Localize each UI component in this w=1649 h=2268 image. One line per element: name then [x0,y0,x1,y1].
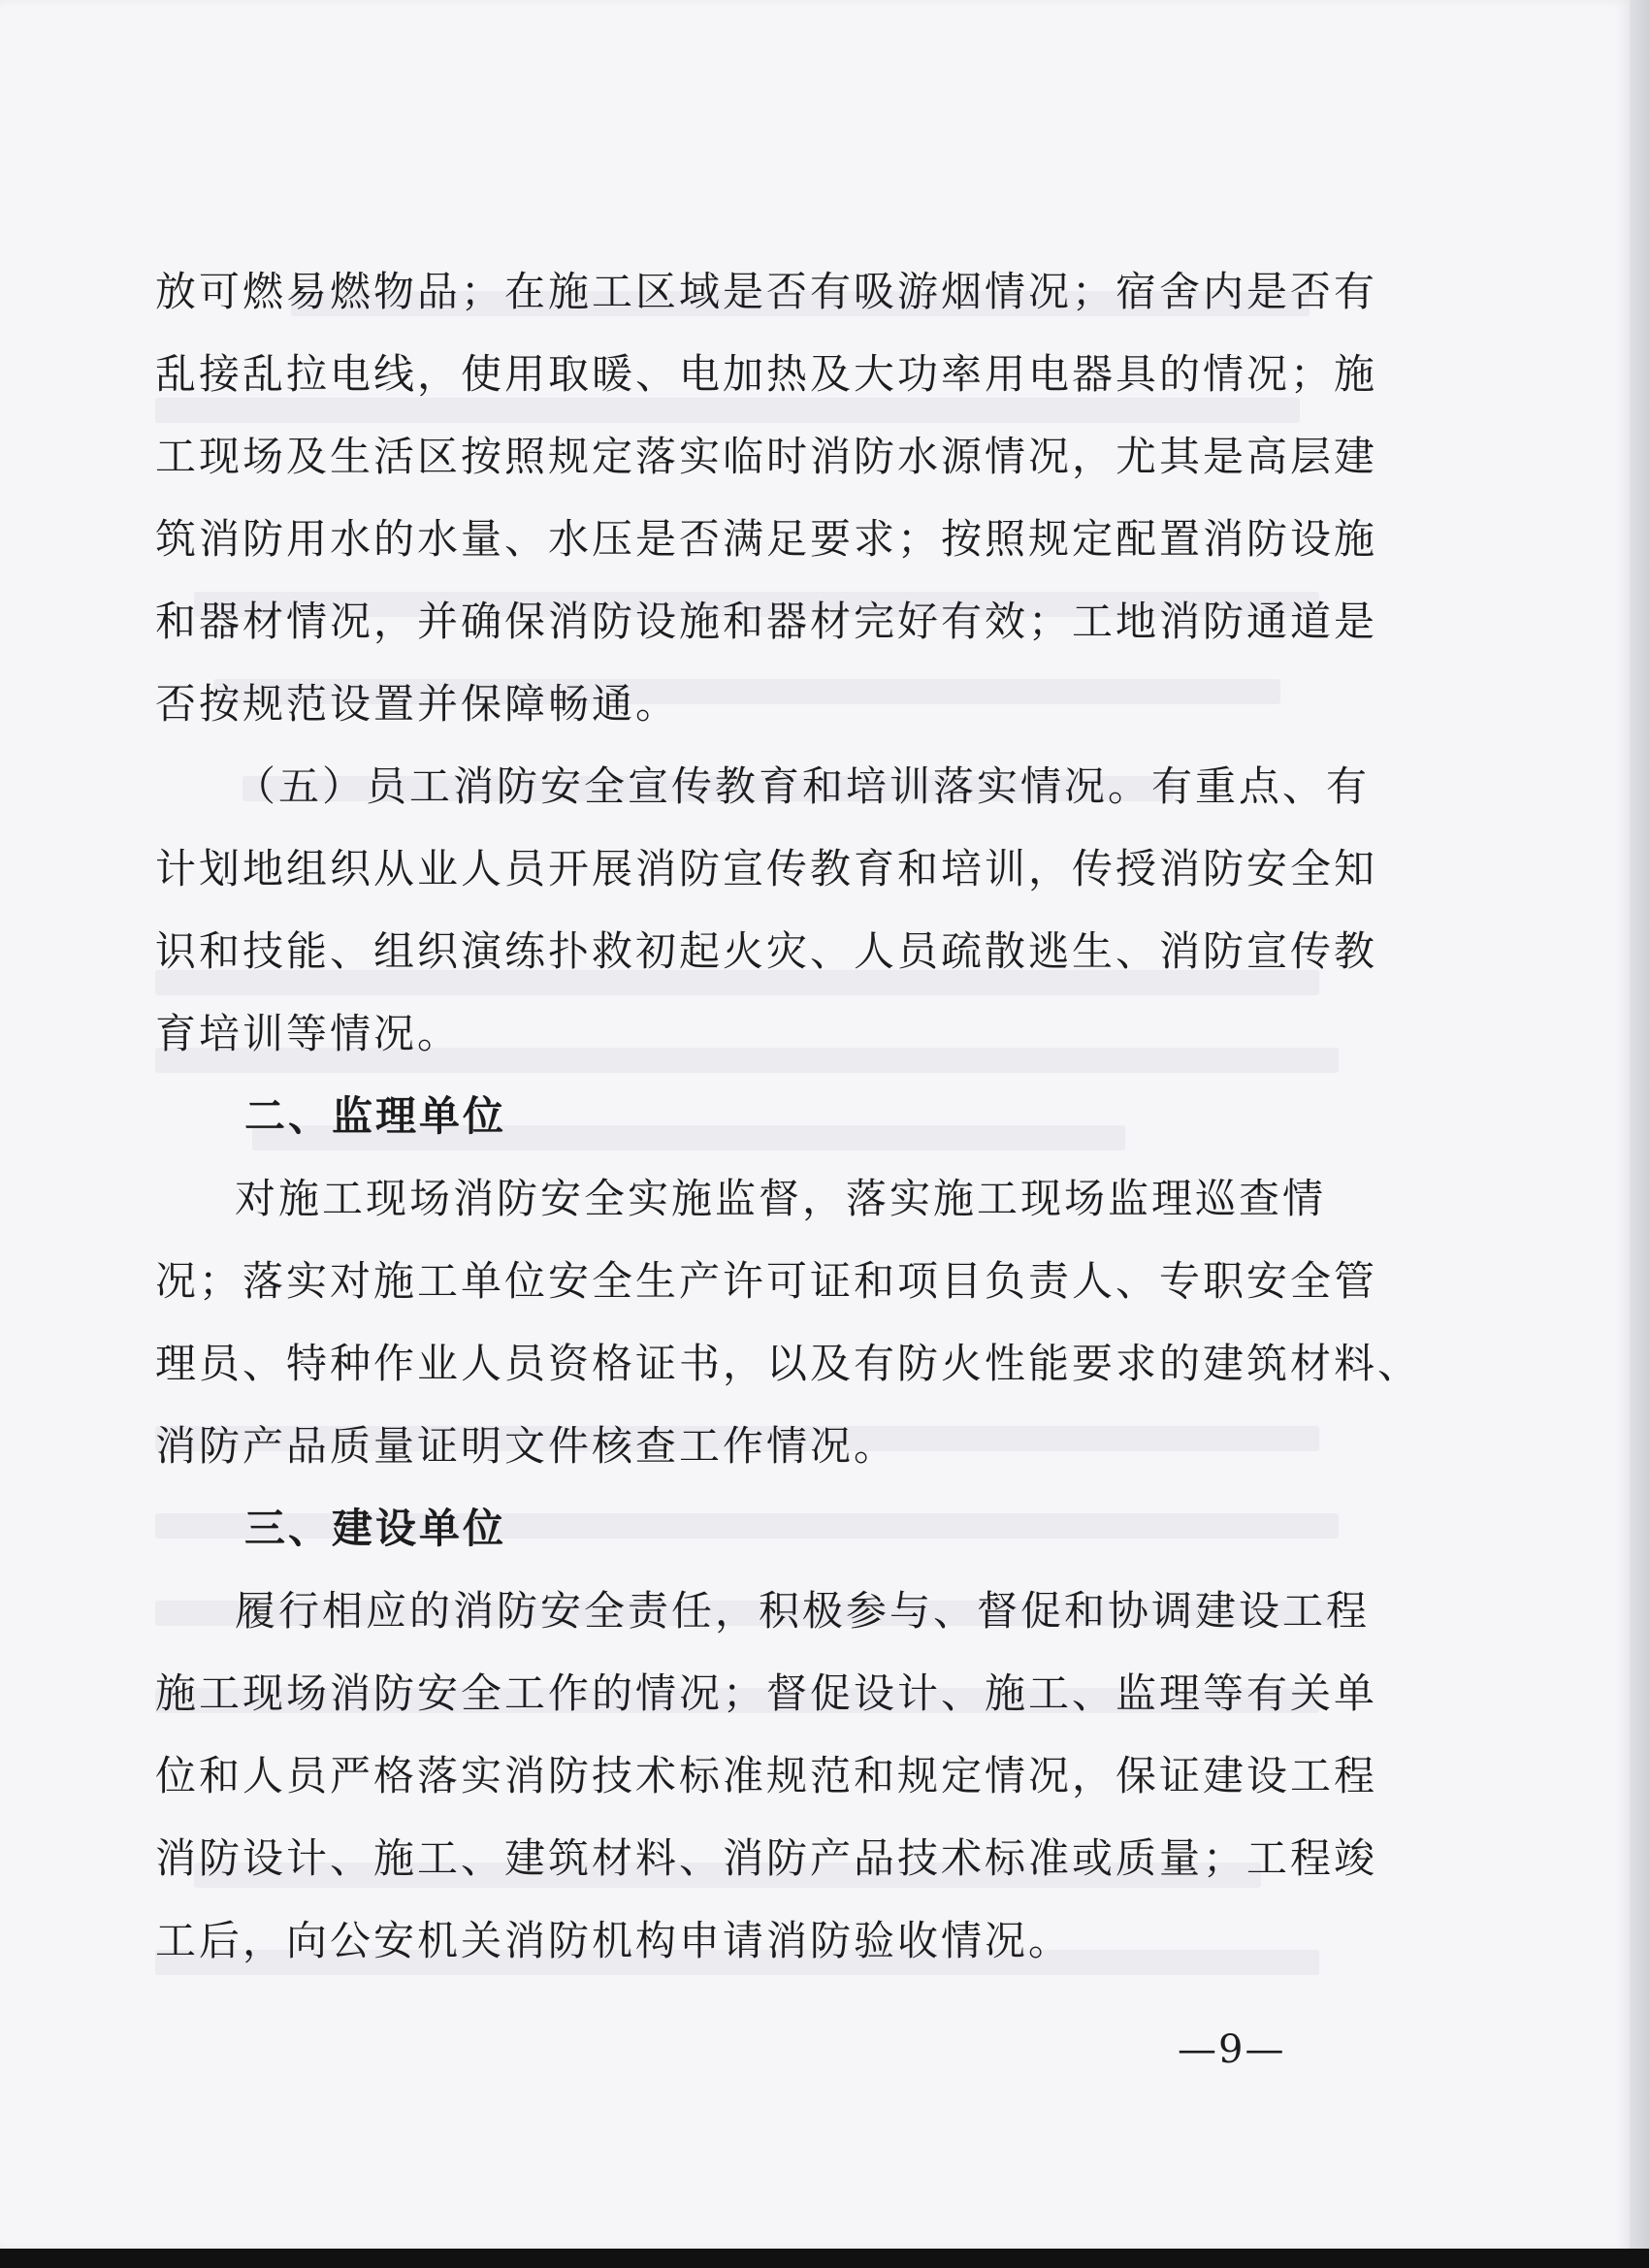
page-number: —9— [1178,2027,1286,2072]
section-construction-unit [155,1487,1378,1982]
text-line: 消防设计、施工、建筑材料、消防产品技术标准或质量；工程竣 [155,1834,1378,1882]
scan-edge-bottom [0,2249,1649,2268]
paragraph-fire-safety-checks [155,250,1378,745]
text-line: 对施工现场消防安全实施监督，落实施工现场监理巡查情 [235,1175,1327,1222]
text-line: 乱接乱拉电线，使用取暖、电加热及大功率用电器具的情况；施 [155,350,1378,398]
text-line: 育培训等情况。 [155,1010,462,1057]
scan-edge-right [1630,0,1649,2268]
text-line: 筑消防用水的水量、水压是否满足要求；按照规定配置消防设施 [155,515,1378,563]
text-line: 识和技能、组织演练扑救初起火灾、人员疏散逃生、消防宣传教 [155,927,1378,975]
section-supervision-unit [155,1075,1422,1487]
text-line: 况；落实对施工单位安全生产许可证和项目负责人、专职安全管 [155,1257,1378,1305]
section-heading: 二、监理单位 [244,1092,507,1140]
document-body [155,250,1422,1982]
paragraph-employee-training [155,745,1378,1075]
text-line: （五）员工消防安全宣传教育和培训落实情况。有重点、有 [235,762,1371,810]
text-line: 位和人员严格落实消防技术标准规范和规定情况，保证建设工程 [155,1752,1378,1799]
text-line: 履行相应的消防安全责任，积极参与、督促和协调建设工程 [235,1587,1371,1635]
text-line: 和器材情况，并确保消防设施和器材完好有效；工地消防通道是 [155,598,1378,645]
text-line: 理员、特种作业人员资格证书，以及有防火性能要求的建筑材料、 [155,1340,1422,1387]
section-heading: 三、建设单位 [244,1505,507,1552]
text-line: 否按规范设置并保障畅通。 [155,680,680,728]
text-line: 计划地组织从业人员开展消防宣传教育和培训，传授消防安全知 [155,845,1378,892]
text-line: 放可燃易燃物品；在施工区域是否有吸游烟情况；宿舍内是否有 [155,268,1378,315]
text-line: 施工现场消防安全工作的情况；督促设计、施工、监理等有关单 [155,1669,1378,1717]
text-line: 消防产品质量证明文件核查工作情况。 [155,1422,898,1470]
text-line: 工后，向公安机关消防机构申请消防验收情况。 [155,1917,1073,1964]
text-line: 工现场及生活区按照规定落实临时消防水源情况，尤其是高层建 [155,433,1378,480]
